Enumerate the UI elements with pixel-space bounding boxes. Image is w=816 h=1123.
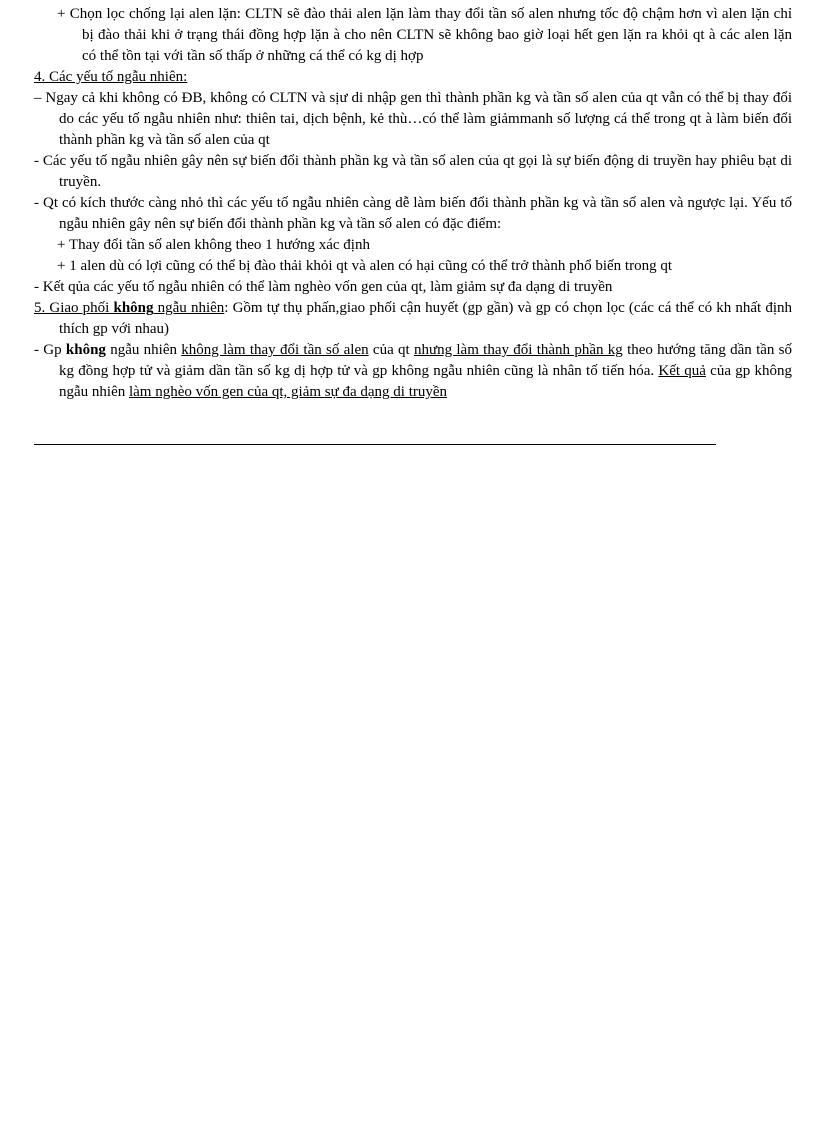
heading-nonrandom-mating — [34, 300, 224, 316]
text-underlined: không làm thay đổi tần số alen — [181, 342, 369, 358]
heading-part-bold: không — [113, 300, 154, 316]
paragraph-nonrandom-mating-effect — [34, 340, 792, 403]
text-part: của gp không ngẫu nhiên — [59, 363, 792, 400]
text-underlined: Kết quả — [658, 363, 706, 379]
paragraph-genetic-drift: - Các yếu tố ngẫu nhiên gây nên sự biến đổi thành phần kg và tần số alen của qt gọi là sự biến động di truyền hay phiêu bạt di truyền. — [34, 153, 792, 190]
text-part: ngẫu nhiên — [105, 342, 182, 358]
bullet-no-direction: + Thay đổi tần số alen không theo 1 hướng xác định — [57, 237, 370, 253]
paragraph-random-result: - Kết qủa các yếu tố ngẫu nhiên có thể làm nghèo vốn gen của qt, làm giảm sự đa dạng di truyền — [34, 279, 613, 295]
text-underlined: nhưng làm thay đổi thành phần kg — [413, 342, 623, 358]
paragraph-recessive-selection: + Chọn lọc chống lại alen lặn: CLTN sẽ đào thải alen lặn làm thay đổi tần số alen nhưng tốc độ chậm hơn vì alen lặn chỉ bị đào thải khi ở trạng thái đồng hợp lặn à cho nên CLTN sẽ không bao giờ loại hết gen lặn ra khỏi qt à các alen lặn có thể tồn tại với tần số thấp ở những cá thể có kg dị hợp — [57, 6, 792, 64]
text-bold: không — [65, 342, 106, 358]
nonrandom-mating-definition: : Gồm tự thụ phấn,giao phối cận huyết (gp gần) và gp có chọn lọc (các cá thể có kh nhất định thích gp với nhau) — [59, 300, 792, 337]
bullet-alen-elimination: + 1 alen dù có lợi cũng có thể bị đào thải khỏi qt và alen có hại cũng có thể trở thành phổ biến trong qt — [57, 258, 672, 274]
text-part: của qt — [368, 342, 414, 358]
document-body — [34, 4, 792, 403]
paragraph-random-factors-intro: – Ngay cả khi không có ĐB, không có CLTN và sịư di nhập gen thì thành phần kg và tần số alen của qt vẫn có thể bị thay đổi do các yếu tố ngẫu nhiên như: thiên tai, dịch bệnh, kẻ thù…có thể làm giảmmanh số lượng cá thể trong qt à làm biến đổi thành phần kg và tần số alen của qt — [34, 90, 792, 148]
text-underlined: làm nghèo vốn gen của qt, giảm sự đa dạng di truyền — [128, 384, 448, 400]
divider-line — [34, 444, 716, 445]
heading-part-2: ngẫu nhiên — [153, 300, 225, 316]
text-part: - Gp — [34, 342, 66, 358]
heading-part-1: 5. Giao phối — [34, 300, 114, 316]
text-part: theo hướng tăng dần tần số kg đồng hợp tử và giảm dần tần số kg dị hợp tử và gp không ngẫu nhiên cũng là nhân tố tiến hóa. — [59, 342, 793, 379]
heading-random-factors: 4. Các yếu tố ngẫu nhiên: — [34, 69, 188, 85]
paragraph-nonrandom-mating-heading — [34, 298, 792, 340]
paragraph-population-size: - Qt có kích thước càng nhỏ thì các yếu tố ngẫu nhiên càng dễ làm biến đổi thành phần kg và tần số alen và ngược lại. Yếu tố ngẫu nhiên gây nên sự biến đổi thành phần kg và tần số alen có đặc điểm: — [34, 195, 792, 232]
